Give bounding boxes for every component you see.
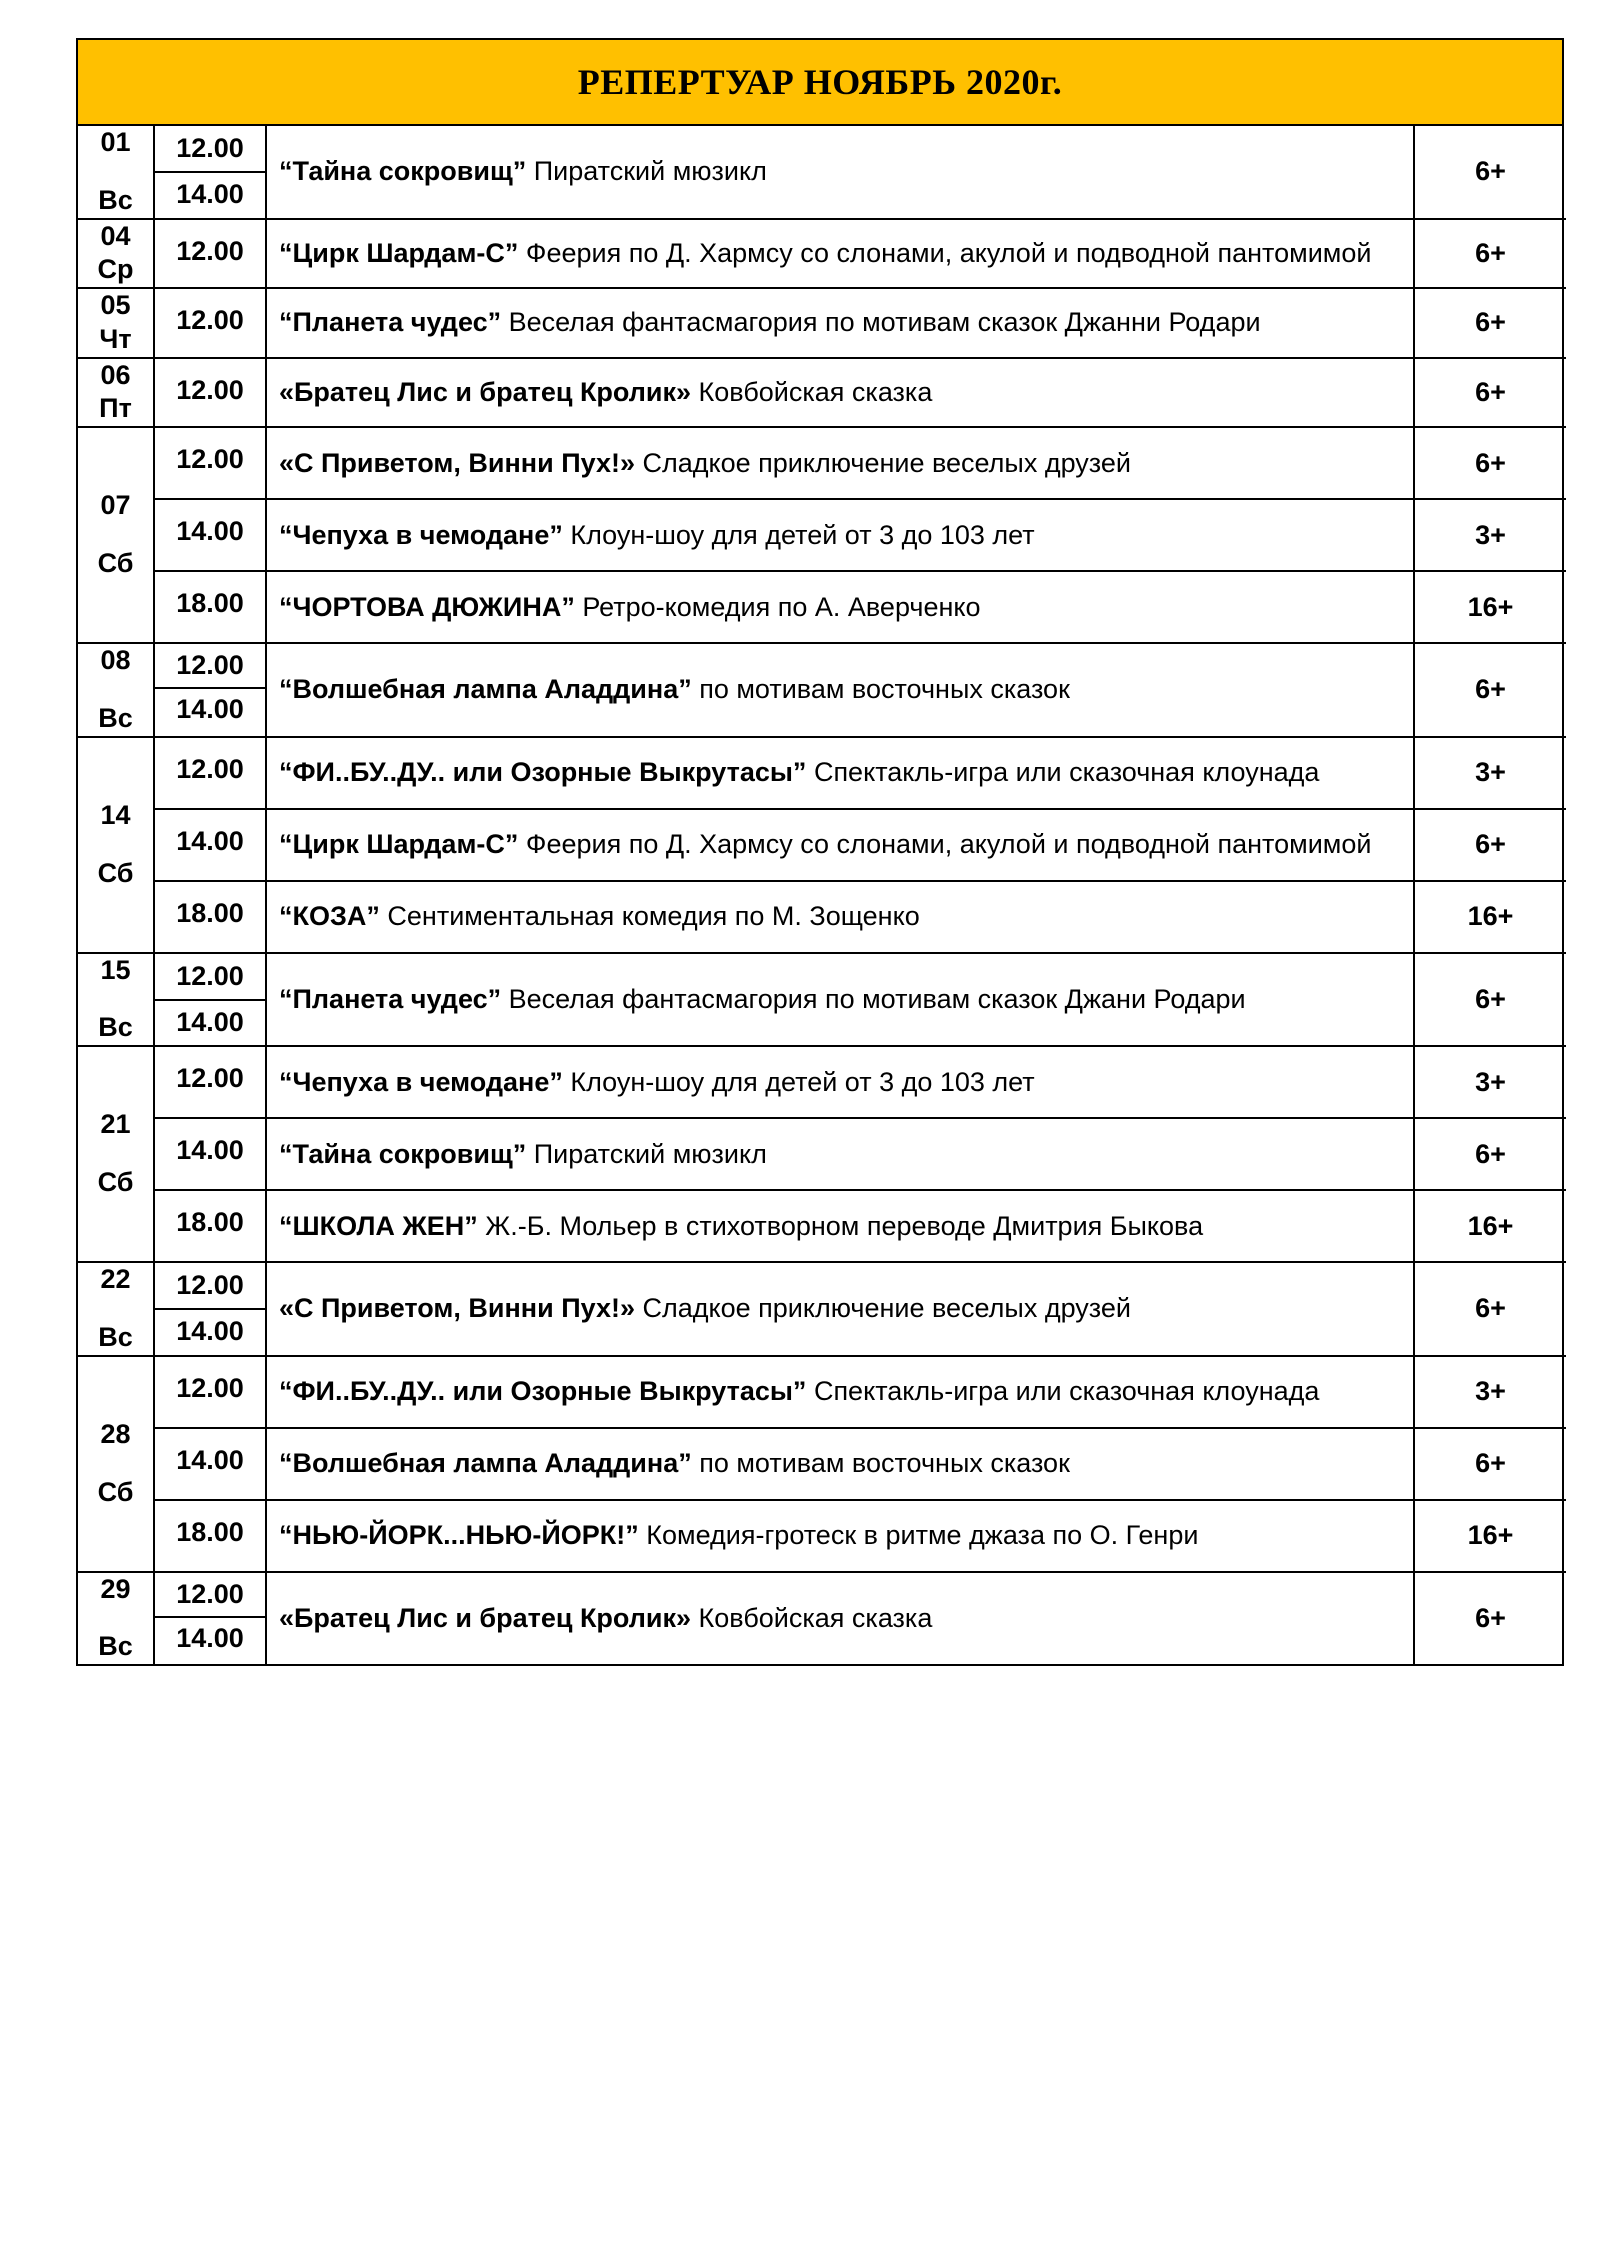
weekday: Ср [97, 254, 134, 285]
schedule-row [78, 427, 1566, 499]
show-time: 18.00 [154, 881, 266, 953]
age-rating: 3+ [1414, 1046, 1566, 1118]
show-time: 12.00 [176, 1270, 244, 1300]
age-rating: 6+ [1414, 219, 1566, 289]
age-rating: 6+ [1414, 809, 1566, 881]
day-cell [78, 737, 154, 953]
show-title: “Чепуха в чемодане” [279, 1066, 563, 1097]
show-time: 14.00 [155, 1616, 265, 1657]
weekday: Вс [98, 1321, 133, 1352]
day-cell [78, 288, 154, 358]
schedule-row [78, 571, 1566, 643]
show-title: «С Приветом, Винни Пух!» [279, 1293, 635, 1324]
event-cell [266, 737, 1414, 809]
show-title: “Тайна сокровищ” [279, 1138, 527, 1169]
schedule-row [78, 1572, 1566, 1665]
age-rating: 6+ [1414, 643, 1566, 737]
age-rating: 6+ [1414, 358, 1566, 428]
show-description: Ковбойская сказка [691, 376, 933, 407]
page-title: РЕПЕРТУАР НОЯБРЬ 2020г. [78, 40, 1562, 126]
show-title: “Планета чудес” [279, 307, 502, 338]
schedule-row [78, 358, 1566, 428]
show-time: 14.00 [155, 1308, 265, 1351]
day-number: 29 [100, 1573, 131, 1604]
event-cell [266, 953, 1414, 1047]
day-cell [78, 1572, 154, 1665]
event-cell [266, 1500, 1414, 1572]
schedule-row [78, 219, 1566, 289]
show-description: Веселая фантасмагория по мотивам сказок Джанни Родари [501, 307, 1261, 338]
weekday: Вс [98, 702, 133, 733]
weekday: Вс [98, 1012, 133, 1043]
show-description: Клоун-шоу для детей от 3 до 103 лет [562, 519, 1035, 550]
show-time: 12.00 [176, 133, 244, 163]
show-time: 12.00 [176, 650, 244, 680]
show-title: “Цирк Шардам-С” [279, 829, 519, 860]
show-description: по мотивам восточных сказок [691, 1448, 1070, 1479]
weekday: Сб [97, 1476, 134, 1507]
show-description: по мотивам восточных сказок [691, 674, 1070, 705]
show-title: “Планета чудес” [279, 983, 502, 1014]
show-description: Ретро-комедия по А. Аверченко [574, 591, 981, 622]
show-title: “ШКОЛА ЖЕН” [279, 1210, 478, 1241]
time-cell [154, 1572, 266, 1665]
day-number: 07 [100, 490, 131, 521]
weekday: Чт [99, 323, 132, 354]
event-cell [266, 881, 1414, 953]
age-rating: 6+ [1414, 953, 1566, 1047]
event-cell [266, 1428, 1414, 1500]
show-description: Феерия по Д. Хармсу со слонами, акулой и подводной пантомимой [518, 237, 1372, 268]
show-description: Спектакль-игра или сказочная клоунада [806, 1376, 1320, 1407]
show-title: «Братец Лис и братец Кролик» [279, 376, 692, 407]
day-number: 14 [100, 799, 131, 830]
show-description: Пиратский мюзикл [526, 156, 767, 187]
schedule-row [78, 499, 1566, 571]
day-number: 21 [100, 1109, 131, 1140]
event-cell [266, 1118, 1414, 1190]
day-number: 28 [100, 1418, 131, 1449]
show-description: Сентиментальная комедия по М. Зощенко [379, 901, 920, 932]
show-title: “Чепуха в чемодане” [279, 519, 563, 550]
schedule-row [78, 1190, 1566, 1262]
event-cell [266, 809, 1414, 881]
day-cell [78, 427, 154, 643]
age-rating: 6+ [1414, 1428, 1566, 1500]
schedule-row [78, 1262, 1566, 1356]
show-title: “Тайна сокровищ” [279, 156, 527, 187]
show-time: 12.00 [176, 1578, 244, 1609]
day-number: 01 [100, 127, 131, 157]
day-number: 05 [100, 290, 131, 320]
show-description: Сладкое приключение веселых друзей [634, 1293, 1131, 1324]
event-cell [266, 1572, 1414, 1665]
repertoire-sheet [76, 38, 1564, 1666]
show-description: Ж.-Б. Мольер в стихотворном переводе Дмитрия Быкова [477, 1210, 1204, 1241]
age-rating: 6+ [1414, 288, 1566, 358]
event-cell [266, 1262, 1414, 1356]
repertoire-table [78, 126, 1566, 1664]
show-time: 14.00 [154, 1118, 266, 1190]
show-time: 12.00 [154, 219, 266, 289]
event-cell [266, 643, 1414, 737]
show-time: 12.00 [154, 737, 266, 809]
event-cell [266, 427, 1414, 499]
show-time: 18.00 [154, 1190, 266, 1262]
age-rating: 3+ [1414, 1356, 1566, 1428]
weekday: Сб [97, 857, 134, 888]
schedule-row [78, 1118, 1566, 1190]
day-number: 04 [100, 220, 131, 251]
event-cell [266, 126, 1414, 219]
event-cell [266, 288, 1414, 358]
event-cell [266, 499, 1414, 571]
age-rating: 16+ [1414, 881, 1566, 953]
age-rating: 6+ [1414, 1118, 1566, 1190]
weekday: Сб [97, 548, 134, 578]
show-time: 14.00 [155, 687, 265, 728]
schedule-row [78, 643, 1566, 737]
event-cell [266, 1190, 1414, 1262]
show-title: “Волшебная лампа Аладдина” [279, 1448, 692, 1479]
show-title: “Волшебная лампа Аладдина” [279, 674, 692, 705]
show-description: Феерия по Д. Хармсу со слонами, акулой и подводной пантомимой [518, 829, 1372, 860]
schedule-row [78, 1428, 1566, 1500]
show-description: Пиратский мюзикл [526, 1138, 767, 1169]
day-number: 08 [100, 645, 131, 675]
day-cell [78, 126, 154, 219]
age-rating: 6+ [1414, 126, 1566, 219]
day-number: 15 [100, 954, 131, 985]
show-title: “ЧОРТОВА ДЮЖИНА” [279, 591, 575, 622]
time-cell [154, 1262, 266, 1356]
time-cell [154, 643, 266, 737]
day-number: 06 [100, 359, 131, 390]
time-cell [154, 126, 266, 219]
age-rating: 16+ [1414, 1500, 1566, 1572]
show-time: 12.00 [176, 960, 244, 991]
schedule-row [78, 126, 1566, 219]
show-title: «С Приветом, Винни Пух!» [279, 447, 635, 478]
event-cell [266, 571, 1414, 643]
event-cell [266, 1046, 1414, 1118]
show-title: “КОЗА” [279, 901, 380, 932]
age-rating: 16+ [1414, 1190, 1566, 1262]
show-title: “Цирк Шардам-С” [279, 237, 519, 268]
time-cell [154, 953, 266, 1047]
weekday: Пт [99, 393, 132, 424]
show-time: 18.00 [154, 1500, 266, 1572]
day-cell [78, 219, 154, 289]
schedule-row [78, 288, 1566, 358]
schedule-row [78, 1356, 1566, 1428]
show-time: 12.00 [154, 427, 266, 499]
schedule-row [78, 881, 1566, 953]
weekday: Сб [97, 1167, 134, 1197]
day-cell [78, 1262, 154, 1356]
schedule-row [78, 737, 1566, 809]
day-cell [78, 358, 154, 428]
age-rating: 16+ [1414, 571, 1566, 643]
show-title: “НЬЮ-ЙОРК...НЬЮ-ЙОРК!” [279, 1520, 639, 1551]
show-description: Спектакль-игра или сказочная клоунада [806, 757, 1320, 788]
show-time: 14.00 [155, 171, 265, 214]
show-time: 12.00 [154, 358, 266, 428]
show-time: 12.00 [154, 288, 266, 358]
weekday: Вс [98, 184, 133, 215]
schedule-row [78, 809, 1566, 881]
age-rating: 3+ [1414, 737, 1566, 809]
show-time: 14.00 [155, 999, 265, 1042]
day-cell [78, 1356, 154, 1572]
age-rating: 6+ [1414, 427, 1566, 499]
schedule-row [78, 953, 1566, 1047]
age-rating: 6+ [1414, 1572, 1566, 1665]
show-title: «Братец Лис и братец Кролик» [279, 1602, 692, 1633]
day-number: 22 [100, 1264, 131, 1294]
show-time: 14.00 [154, 499, 266, 571]
show-description: Ковбойская сказка [691, 1602, 933, 1633]
show-time: 14.00 [154, 1428, 266, 1500]
weekday: Вс [98, 1631, 133, 1662]
day-cell [78, 953, 154, 1047]
day-cell [78, 1046, 154, 1262]
show-time: 14.00 [154, 809, 266, 881]
show-description: Клоун-шоу для детей от 3 до 103 лет [562, 1066, 1035, 1097]
event-cell [266, 219, 1414, 289]
show-time: 18.00 [154, 571, 266, 643]
day-cell [78, 643, 154, 737]
event-cell [266, 1356, 1414, 1428]
show-title: “ФИ..БУ..ДУ.. или Озорные Выкрутасы” [279, 757, 807, 788]
show-time: 12.00 [154, 1046, 266, 1118]
show-description: Веселая фантасмагория по мотивам сказок Джани Родари [501, 983, 1246, 1014]
show-description: Сладкое приключение веселых друзей [634, 447, 1131, 478]
show-time: 12.00 [154, 1356, 266, 1428]
age-rating: 3+ [1414, 499, 1566, 571]
age-rating: 6+ [1414, 1262, 1566, 1356]
event-cell [266, 358, 1414, 428]
schedule-row [78, 1500, 1566, 1572]
show-description: Комедия-гротеск в ритме джаза по О. Генри [638, 1520, 1199, 1551]
schedule-row [78, 1046, 1566, 1118]
show-title: “ФИ..БУ..ДУ.. или Озорные Выкрутасы” [279, 1376, 807, 1407]
